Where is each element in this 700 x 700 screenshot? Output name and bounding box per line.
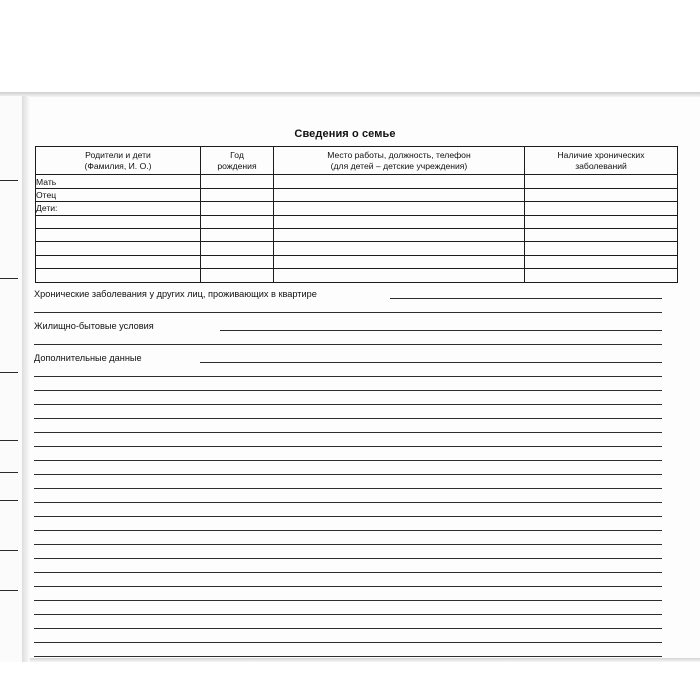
- cell-birth-year[interactable]: [201, 175, 274, 188]
- column-header-parents-children: Родители и дети (Фамилия, И. О.): [36, 147, 201, 175]
- page-bottom-background: [0, 660, 700, 700]
- blank-rule[interactable]: [34, 312, 662, 313]
- row-label-blank[interactable]: [36, 255, 201, 268]
- blank-rule[interactable]: [34, 502, 662, 503]
- blank-rule[interactable]: [34, 558, 662, 559]
- blank-rule[interactable]: [34, 404, 662, 405]
- page-top-background: [0, 0, 700, 96]
- cell-birth-year[interactable]: [201, 255, 274, 268]
- cell-birth-year[interactable]: [201, 269, 274, 282]
- table-row: [36, 188, 678, 201]
- ruled-writing-area: [30, 284, 690, 662]
- column-header-chronic-diseases: Наличие хронических заболеваний: [525, 147, 678, 175]
- cell-chronic-diseases[interactable]: [525, 202, 678, 215]
- cell-workplace[interactable]: [274, 255, 525, 268]
- blank-rule[interactable]: [34, 418, 662, 419]
- blank-rule[interactable]: [34, 642, 662, 643]
- cell-birth-year[interactable]: [201, 202, 274, 215]
- page-gutter: [22, 96, 30, 662]
- cell-workplace[interactable]: [274, 269, 525, 282]
- table-row: [36, 175, 678, 188]
- blank-rule[interactable]: [34, 516, 662, 517]
- blank-rule[interactable]: [34, 544, 662, 545]
- blank-rule[interactable]: [34, 600, 662, 601]
- blank-rule[interactable]: [34, 614, 662, 615]
- cell-chronic-diseases[interactable]: [525, 229, 678, 242]
- blank-rule[interactable]: [34, 460, 662, 461]
- blank-rule[interactable]: [34, 572, 662, 573]
- cell-chronic-diseases[interactable]: [525, 188, 678, 201]
- blank-rule[interactable]: [34, 446, 662, 447]
- left-page-rule-fragment: [0, 472, 18, 473]
- left-page-rule-fragment: [0, 590, 18, 591]
- cell-workplace[interactable]: [274, 215, 525, 228]
- cell-workplace[interactable]: [274, 229, 525, 242]
- cell-workplace[interactable]: [274, 175, 525, 188]
- cell-birth-year[interactable]: [201, 242, 274, 255]
- left-page-rule-fragment: [0, 372, 18, 373]
- blank-rule[interactable]: [34, 376, 662, 377]
- section-label-additional-data: Дополнительные данные: [34, 354, 145, 363]
- row-label-children[interactable]: Дети:: [36, 202, 201, 215]
- column-header-birth-year: Год рождения: [201, 147, 274, 175]
- blank-rule[interactable]: [34, 586, 662, 587]
- left-page-rule-fragment: [0, 500, 18, 501]
- left-page-rule-fragment: [0, 550, 18, 551]
- page-title: Сведения о семье: [294, 128, 396, 140]
- row-label-blank[interactable]: [36, 229, 201, 242]
- table-row: [36, 269, 678, 282]
- left-page-rule-fragment: [0, 440, 18, 441]
- cell-workplace[interactable]: [274, 242, 525, 255]
- blank-rule[interactable]: [34, 488, 662, 489]
- cell-chronic-diseases[interactable]: [525, 255, 678, 268]
- table-row: [36, 229, 678, 242]
- cell-chronic-diseases[interactable]: [525, 269, 678, 282]
- cell-workplace[interactable]: [274, 202, 525, 215]
- blank-rule[interactable]: [34, 628, 662, 629]
- cell-birth-year[interactable]: [201, 215, 274, 228]
- blank-rule[interactable]: [34, 656, 662, 657]
- section-rule[interactable]: [220, 330, 662, 331]
- cell-chronic-diseases[interactable]: [525, 242, 678, 255]
- blank-rule[interactable]: [34, 530, 662, 531]
- table-row: [36, 202, 678, 215]
- cell-chronic-diseases[interactable]: [525, 215, 678, 228]
- cell-birth-year[interactable]: [201, 188, 274, 201]
- column-header-workplace: Место работы, должность, телефон (для детей – детские учреждения): [274, 147, 525, 175]
- table-row: [36, 255, 678, 268]
- row-label-mother[interactable]: Мать: [36, 175, 201, 188]
- blank-rule[interactable]: [34, 390, 662, 391]
- blank-rule[interactable]: [34, 344, 662, 345]
- left-page-rule-fragment: [0, 180, 18, 181]
- section-rule[interactable]: [390, 298, 662, 299]
- table-row: [36, 215, 678, 228]
- section-rule[interactable]: [200, 362, 662, 363]
- section-label-chronic-other-residents: Хронические заболевания у других лиц, проживающих в квартире: [34, 290, 320, 299]
- family-info-table: [35, 146, 678, 283]
- cell-workplace[interactable]: [274, 188, 525, 201]
- row-label-father[interactable]: Отец: [36, 188, 201, 201]
- section-label-housing-conditions: Жилищно-бытовые условия: [34, 322, 157, 331]
- table-row: [36, 242, 678, 255]
- left-page-rule-fragment: [0, 278, 18, 279]
- row-label-blank[interactable]: [36, 242, 201, 255]
- cell-chronic-diseases[interactable]: [525, 175, 678, 188]
- blank-rule[interactable]: [34, 432, 662, 433]
- cell-birth-year[interactable]: [201, 229, 274, 242]
- form-content: [30, 96, 690, 662]
- table-header-row: [36, 147, 678, 175]
- blank-rule[interactable]: [34, 474, 662, 475]
- row-label-blank[interactable]: [36, 269, 201, 282]
- row-label-blank[interactable]: [36, 215, 201, 228]
